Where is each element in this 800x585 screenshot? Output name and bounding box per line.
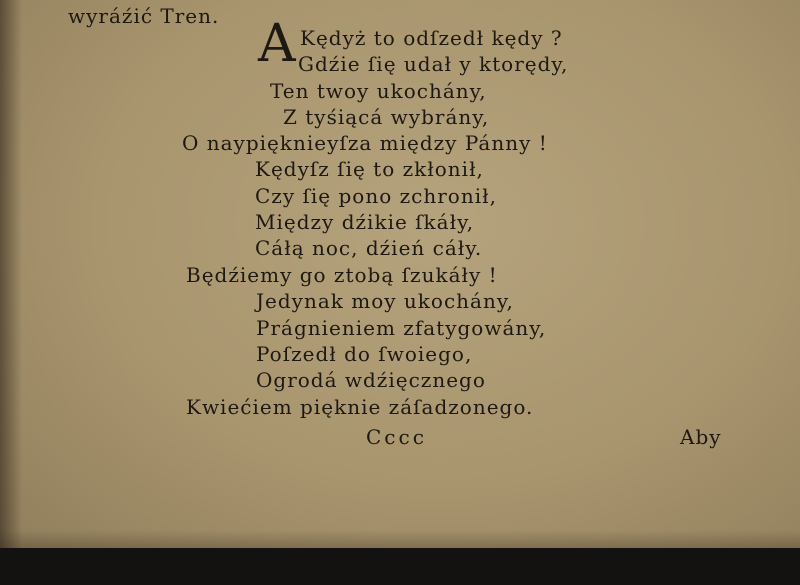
poem-line-3: Ten twoy ukochány, xyxy=(270,79,487,103)
poem-line-12: Prágnieniem zfatygowány, xyxy=(256,316,547,340)
poem-line-15: Kwiećiem pięknie záſadzonego. xyxy=(186,395,534,419)
poem-line-9: Cáłą noc, dźień cáły. xyxy=(255,236,483,260)
poem-line-8: Między dźikie ſkáły, xyxy=(255,210,475,234)
poem-line-7: Czy ſię pono zchronił, xyxy=(255,184,497,208)
poem-line-13: Poſzedł do ſwoiego, xyxy=(256,342,473,366)
page-gutter-shadow xyxy=(0,0,22,560)
catchword: Aby xyxy=(680,425,722,449)
poem-line-10: Będźiemy go ztobą ſzukáły ! xyxy=(186,263,498,287)
poem-line-4: Z tyśiącá wybrány, xyxy=(283,105,490,129)
poem-line-1: Kędyż to odſzedł kędy ? xyxy=(300,26,563,50)
background-bottom xyxy=(0,548,800,585)
poem-line-6: Kędyſz ſię to zkłonił, xyxy=(255,157,484,181)
poem-line-14: Ogrodá wdźięcznego xyxy=(256,368,486,392)
drop-cap: A xyxy=(258,14,296,74)
poem-line-11: Jedynak moy ukochány, xyxy=(256,289,514,313)
poem-line-2: Gdźie ſię udał y ktorędy, xyxy=(298,52,569,76)
poem-line-5: O naypięknieyſza między Pánny ! xyxy=(182,131,548,155)
signature-mark: Cccc xyxy=(366,425,427,449)
top-line: wyráźić Tren. xyxy=(68,4,220,28)
